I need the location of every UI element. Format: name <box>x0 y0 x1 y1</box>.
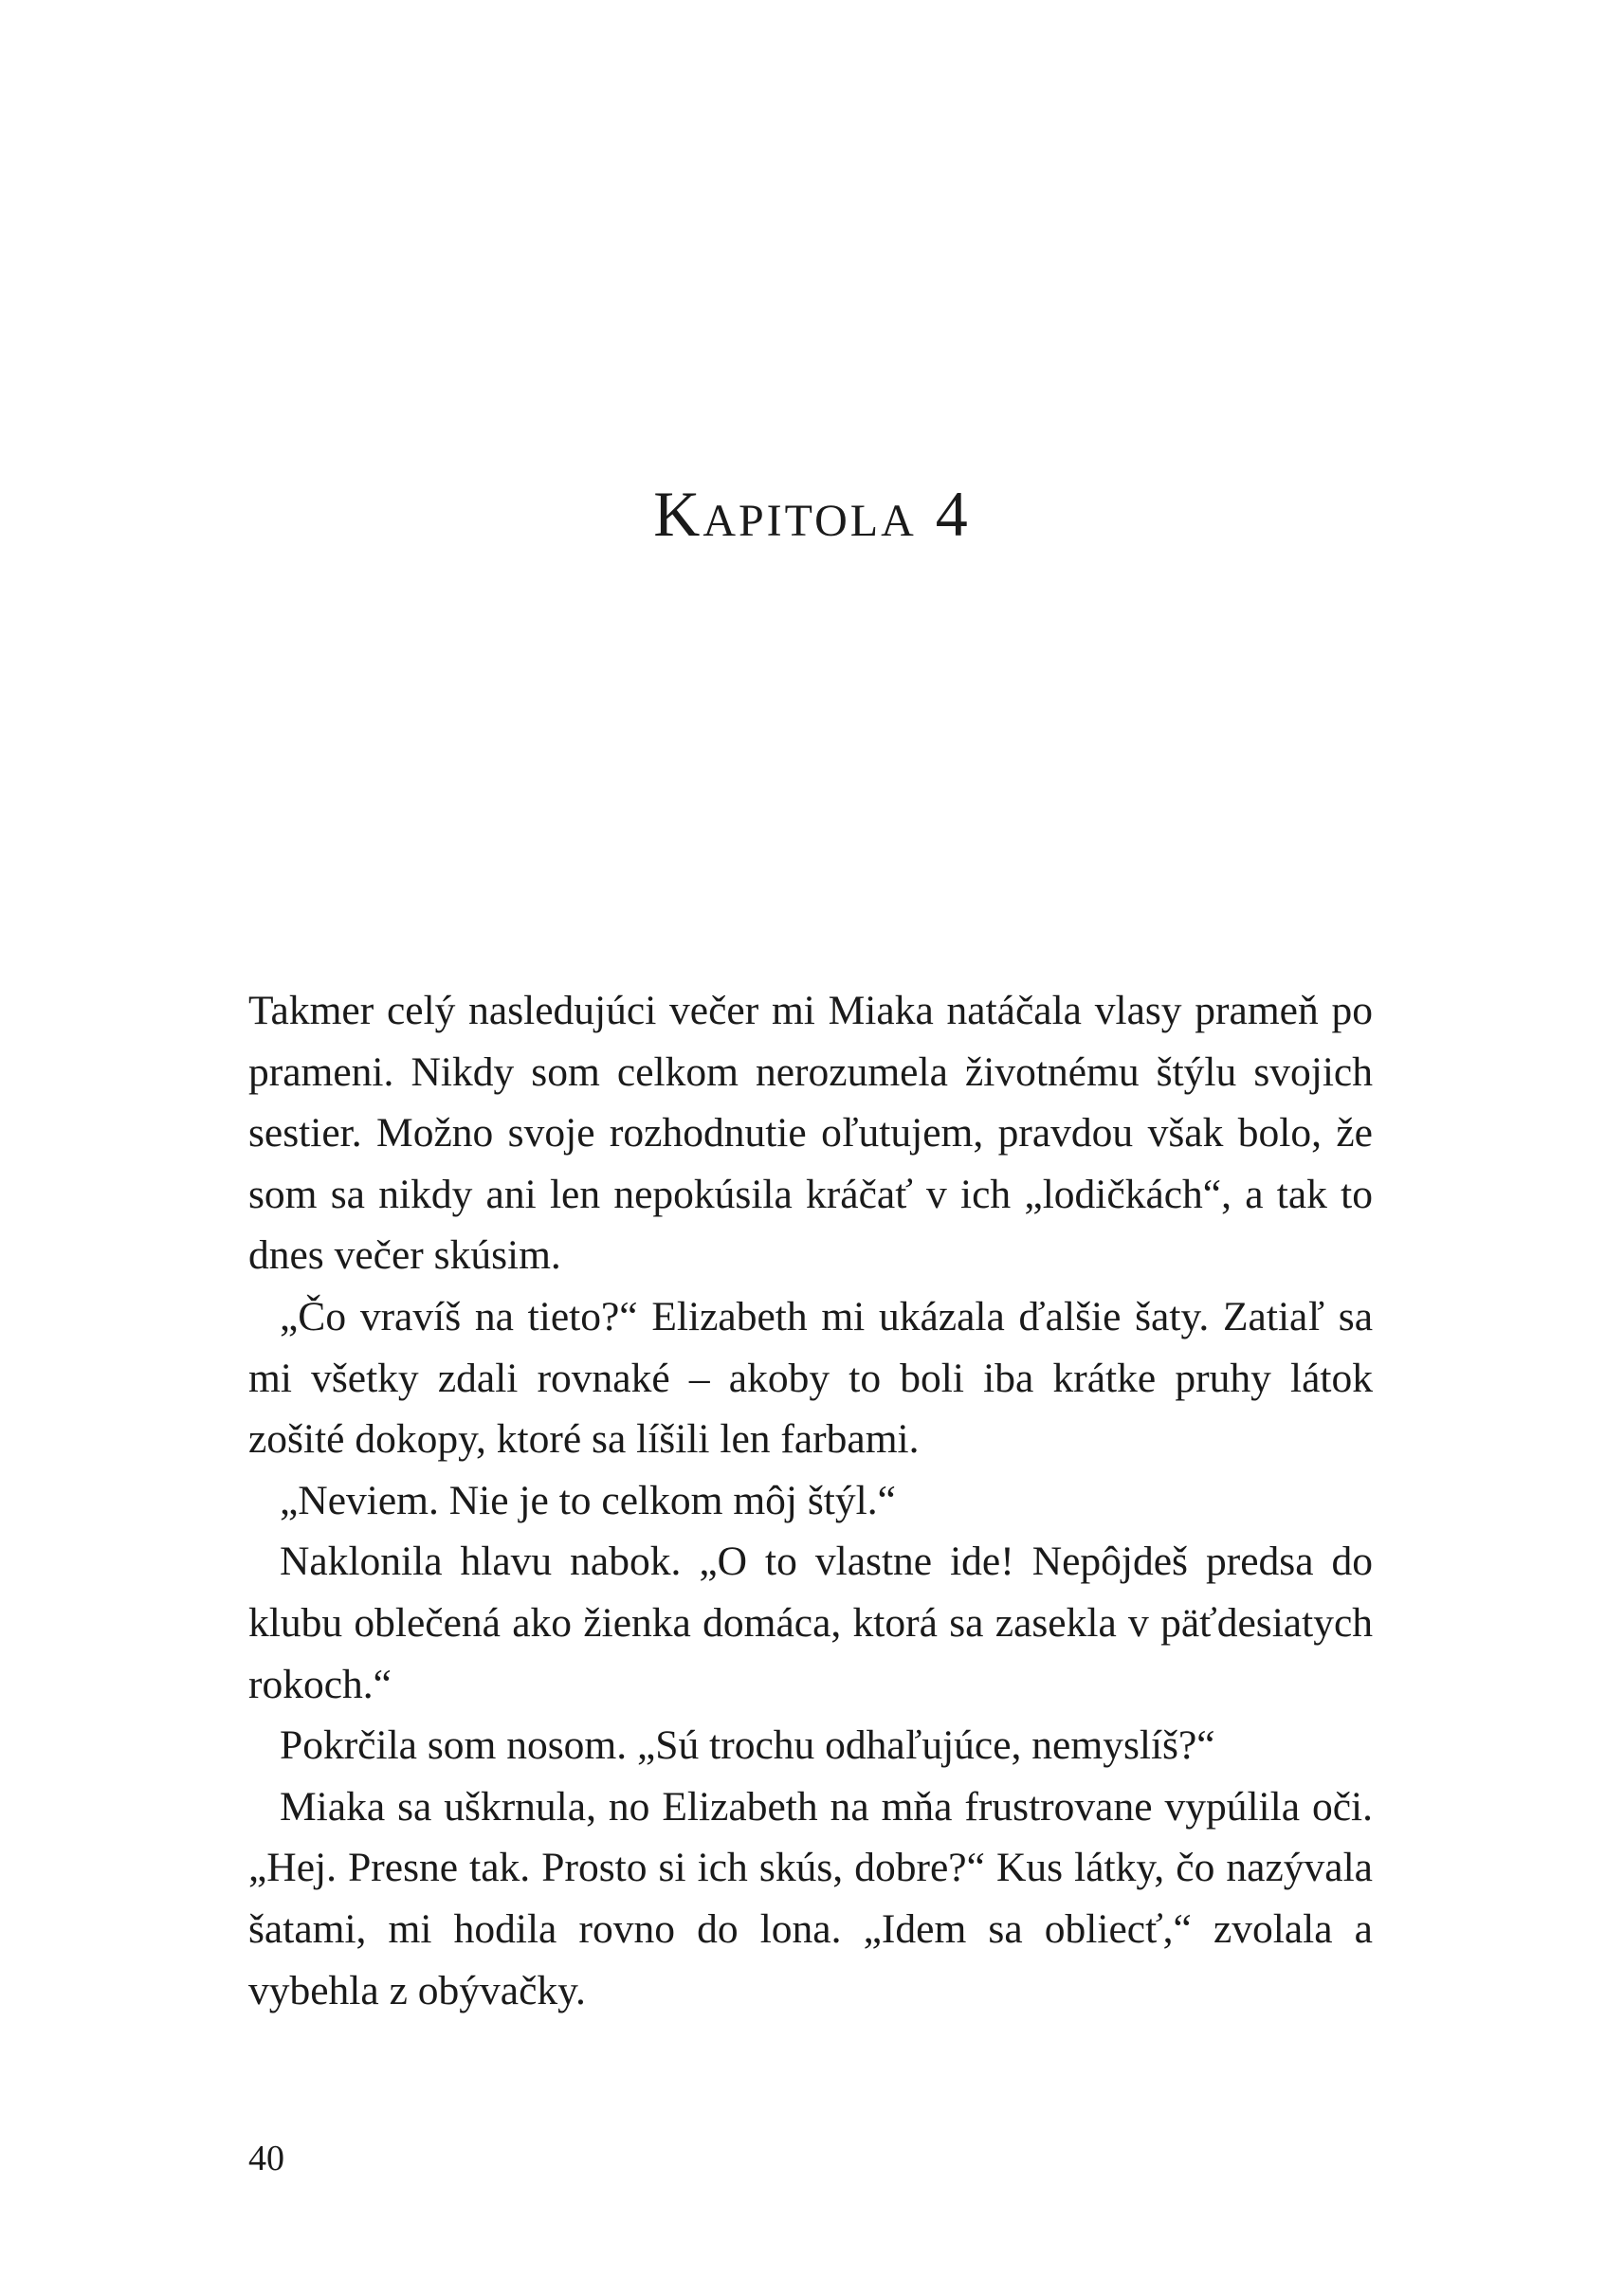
paragraph: „Čo vravíš na tieto?“ Elizabeth mi ukázala ďalšie šaty. Zatiaľ sa mi všetky zdali rovnaké – akoby to boli iba krátke pruhy látok zošité dokopy, ktoré sa líšili len farbami. <box>248 1293 1373 1463</box>
page-number: 40 <box>248 2139 284 2178</box>
paragraph: Pokrčila som nosom. „Sú trochu odhaľujúce, nemyslíš?“ <box>280 1722 1215 1769</box>
paragraph: Miaka sa uškrnula, no Elizabeth na mňa frustrovane vypúlila oči. „Hej. Presne tak. Prosto si ich skús, dobre?“ Kus látky, čo nazývala šatami, mi hodila rovno do lona. „Idem sa obliecť,“ zvolala a vybehla z obývačky. <box>248 1783 1373 2013</box>
chapter-title: Kapitola 4 <box>653 478 971 550</box>
paragraph: Naklonila hlavu nabok. „O to vlastne ide! Nepôjdeš predsa do klubu oblečená ako žienka domáca, ktorá sa zasekla v päťdesiatych rokoch.“ <box>248 1539 1373 1707</box>
paragraph: Takmer celý nasledujúci večer mi Miaka natáčala vlasy prameň po prameni. Nikdy som celkom nerozumela životnému štýlu svojich sestier. Možno svoje rozhodnutie oľutujem, pravdou však bolo, že som sa nikdy ani len nepokúsila kráčať v ich „lodičkách“, a tak to dnes večer skúsim. <box>248 988 1373 1279</box>
body-text <box>248 980 1373 2021</box>
paragraph: „Neviem. Nie je to celkom môj štýl.“ <box>280 1477 896 1523</box>
